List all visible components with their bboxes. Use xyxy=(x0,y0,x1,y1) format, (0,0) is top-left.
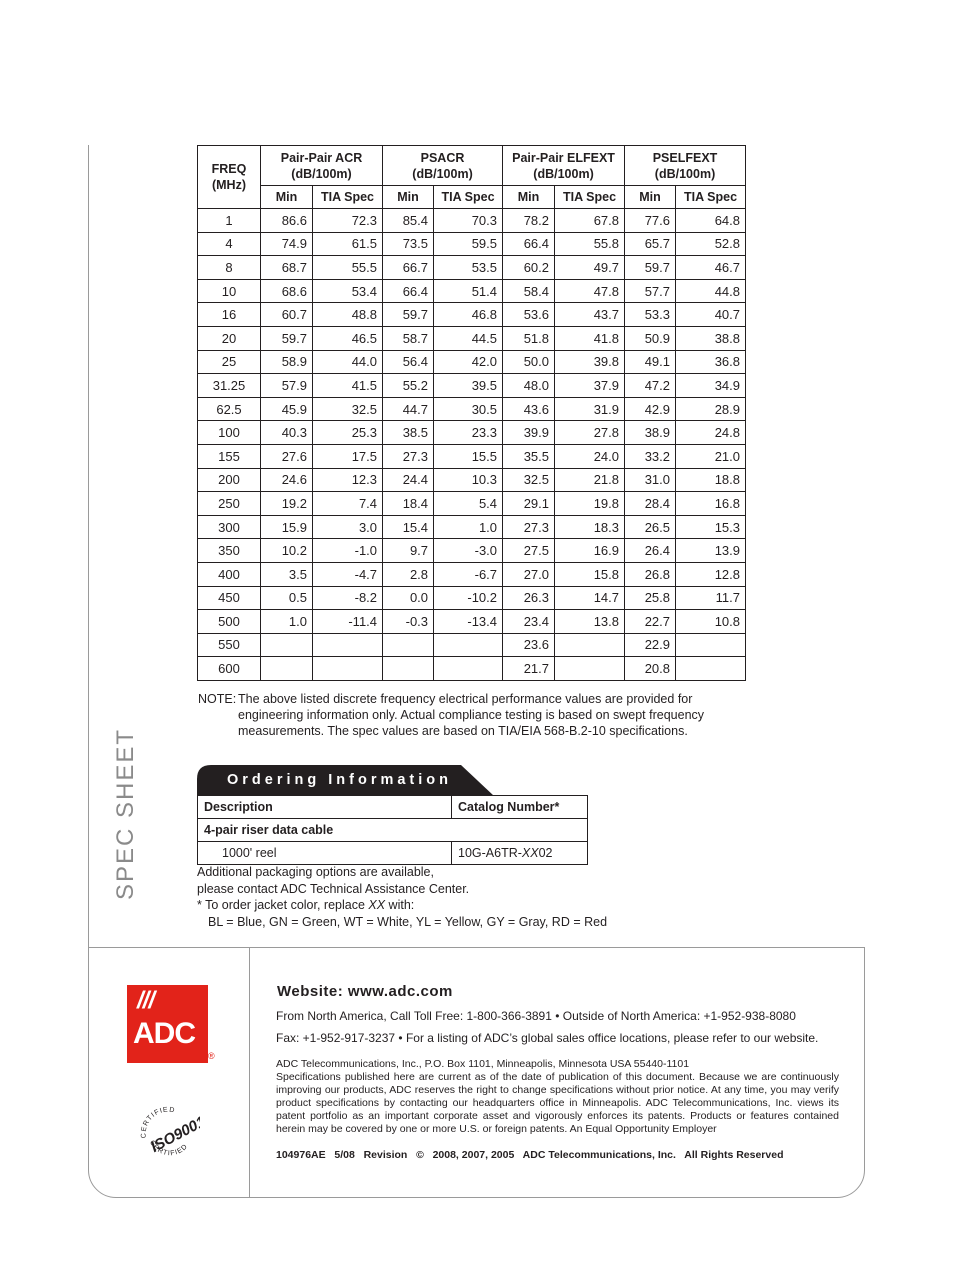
value-cell: 59.7 xyxy=(625,256,676,280)
freq-cell: 31.25 xyxy=(198,374,261,398)
value-cell: 59.7 xyxy=(261,326,313,350)
table-row xyxy=(198,610,746,634)
freq-header-label: FREQ xyxy=(211,162,247,176)
table-row xyxy=(198,444,746,468)
catalog-suffix: 02 xyxy=(538,846,553,860)
catalog-prefix: 10G-A6TR- xyxy=(458,846,522,860)
color-codes: BL = Blue, GN = Green, WT = White, YL = Yellow, GY = Gray, RD = Red xyxy=(208,914,608,929)
value-cell: 49.7 xyxy=(555,256,625,280)
value-cell: 57.7 xyxy=(625,279,676,303)
value-cell: 66.4 xyxy=(503,232,555,256)
disclaimer-text: Specifications published here are current as of the date of publication of this document. Because we are continuously improving our products, ADC reserves the right to change specifications without prior notice. At any time, you may verify product specifications by contacting our headquarters office in Minneapolis. ADC Telecommunications, Inc. views its patent portfolio as an important corporate asset and vigorously enforces its patents. Products or features contained herein may be covered by one or more U.S. or foreign patents. An Equal Opportunity Employer xyxy=(276,1071,839,1135)
value-cell xyxy=(383,633,434,657)
table-row xyxy=(198,397,746,421)
freq-cell: 155 xyxy=(198,444,261,468)
subheader-tia-spec: TIA Spec xyxy=(676,186,746,209)
value-cell: 37.9 xyxy=(555,374,625,398)
iso-text: ISO9001 xyxy=(147,1113,200,1156)
note-text: The above listed discrete frequency electrical performance values are provided for engineering information only. Actual compliance testing is based on swept frequency measurements. The spec values are based on TIA/EIA 568-B.2-10 specifications. xyxy=(238,692,705,738)
subheader-min: Min xyxy=(383,186,434,209)
value-cell: 50.9 xyxy=(625,326,676,350)
table-row xyxy=(198,256,746,280)
value-cell: 31.9 xyxy=(555,397,625,421)
value-cell: 16.9 xyxy=(555,539,625,563)
value-cell: 42.9 xyxy=(625,397,676,421)
value-cell: 21.8 xyxy=(555,468,625,492)
value-cell: 26.8 xyxy=(625,562,676,586)
value-cell xyxy=(434,657,503,681)
freq-header-unit: (MHz) xyxy=(211,178,246,192)
value-cell: 27.0 xyxy=(503,562,555,586)
freq-cell: 20 xyxy=(198,326,261,350)
value-cell: 47.8 xyxy=(555,279,625,303)
table-row xyxy=(198,515,746,539)
table-row xyxy=(198,303,746,327)
value-cell: 31.0 xyxy=(625,468,676,492)
value-cell: 24.6 xyxy=(261,468,313,492)
freq-cell: 500 xyxy=(198,610,261,634)
value-cell: -13.4 xyxy=(434,610,503,634)
value-cell: 20.8 xyxy=(625,657,676,681)
value-cell: 41.5 xyxy=(313,374,383,398)
value-cell: 44.0 xyxy=(313,350,383,374)
value-cell: 60.2 xyxy=(503,256,555,280)
website-heading[interactable]: Website: www.adc.com xyxy=(277,983,453,1000)
value-cell: 7.4 xyxy=(313,492,383,516)
ordering-note-line xyxy=(197,897,607,914)
value-cell: 77.6 xyxy=(625,209,676,233)
group-header-elfext xyxy=(503,146,625,186)
value-cell xyxy=(676,633,746,657)
table-row xyxy=(198,279,746,303)
group-header-acr xyxy=(261,146,383,186)
table-row xyxy=(198,421,746,445)
logo-slashes: /// xyxy=(137,987,155,1014)
group-name: PSELFEXT xyxy=(652,150,718,165)
value-cell: 18.8 xyxy=(676,468,746,492)
freq-cell: 450 xyxy=(198,586,261,610)
value-cell: 53.3 xyxy=(625,303,676,327)
value-cell: 27.8 xyxy=(555,421,625,445)
value-cell: 3.0 xyxy=(313,515,383,539)
note-variable: XX xyxy=(368,898,386,912)
value-cell: -1.0 xyxy=(313,539,383,563)
value-cell: 32.5 xyxy=(313,397,383,421)
freq-cell: 200 xyxy=(198,468,261,492)
value-cell: 9.7 xyxy=(383,539,434,563)
value-cell: 10.2 xyxy=(261,539,313,563)
value-cell: 24.4 xyxy=(383,468,434,492)
value-cell: 46.7 xyxy=(676,256,746,280)
table-row xyxy=(198,209,746,233)
value-cell xyxy=(555,657,625,681)
ordering-information-tab xyxy=(197,765,497,796)
value-cell: 38.8 xyxy=(676,326,746,350)
value-cell: 2.8 xyxy=(383,562,434,586)
value-cell: -10.2 xyxy=(434,586,503,610)
subheader-tia-spec: TIA Spec xyxy=(434,186,503,209)
value-cell: 0.5 xyxy=(261,586,313,610)
freq-cell: 10 xyxy=(198,279,261,303)
freq-cell: 25 xyxy=(198,350,261,374)
note-prefix: * To order jacket color, replace xyxy=(197,898,369,912)
value-cell: 22.7 xyxy=(625,610,676,634)
value-cell: 27.5 xyxy=(503,539,555,563)
value-cell: -0.3 xyxy=(383,610,434,634)
value-cell: -11.4 xyxy=(313,610,383,634)
value-cell: 46.8 xyxy=(434,303,503,327)
value-cell xyxy=(313,633,383,657)
value-cell: 49.1 xyxy=(625,350,676,374)
freq-cell: 8 xyxy=(198,256,261,280)
value-cell: 28.4 xyxy=(625,492,676,516)
value-cell: 61.5 xyxy=(313,232,383,256)
ordering-title: Ordering Information xyxy=(227,772,452,788)
iso9001-seal-icon xyxy=(136,1102,200,1166)
value-cell: 78.2 xyxy=(503,209,555,233)
freq-cell: 62.5 xyxy=(198,397,261,421)
value-cell: 34.9 xyxy=(676,374,746,398)
value-cell: 24.0 xyxy=(555,444,625,468)
freq-cell: 600 xyxy=(198,657,261,681)
value-cell: 21.7 xyxy=(503,657,555,681)
value-cell: 45.9 xyxy=(261,397,313,421)
value-cell: 41.8 xyxy=(555,326,625,350)
value-cell: 19.8 xyxy=(555,492,625,516)
value-cell: 38.5 xyxy=(383,421,434,445)
freq-cell: 250 xyxy=(198,492,261,516)
value-cell: 14.7 xyxy=(555,586,625,610)
ordering-col-catalog: Catalog Number* xyxy=(452,796,588,819)
ordering-note-line: please contact ADC Technical Assistance Center. xyxy=(197,881,470,896)
value-cell: 48.8 xyxy=(313,303,383,327)
group-name: Pair-Pair ELFEXT xyxy=(512,150,615,165)
value-cell: 51.8 xyxy=(503,326,555,350)
value-cell: 59.7 xyxy=(383,303,434,327)
group-name: PSACR xyxy=(420,150,465,165)
revision-line: 104976AE 5/08 Revision © 2008, 2007, 2005 ADC Telecommunications, Inc. All Rights Reserved xyxy=(276,1149,784,1161)
value-cell: 5.4 xyxy=(434,492,503,516)
value-cell: 17.5 xyxy=(313,444,383,468)
value-cell: 64.8 xyxy=(676,209,746,233)
value-cell: 58.4 xyxy=(503,279,555,303)
value-cell: 26.3 xyxy=(503,586,555,610)
freq-cell: 4 xyxy=(198,232,261,256)
ordering-header-row xyxy=(198,796,588,819)
value-cell: 15.4 xyxy=(383,515,434,539)
ordering-section-row xyxy=(198,819,588,842)
value-cell xyxy=(313,657,383,681)
value-cell: 23.4 xyxy=(503,610,555,634)
value-cell: 50.0 xyxy=(503,350,555,374)
freq-cell: 100 xyxy=(198,421,261,445)
value-cell: 40.3 xyxy=(261,421,313,445)
table-row xyxy=(198,586,746,610)
value-cell: 1.0 xyxy=(261,610,313,634)
table-body xyxy=(198,209,746,681)
value-cell: 51.4 xyxy=(434,279,503,303)
value-cell: 47.2 xyxy=(625,374,676,398)
value-cell: 18.4 xyxy=(383,492,434,516)
value-cell: -8.2 xyxy=(313,586,383,610)
value-cell: 43.7 xyxy=(555,303,625,327)
value-cell xyxy=(555,633,625,657)
value-cell: 67.8 xyxy=(555,209,625,233)
value-cell: 57.9 xyxy=(261,374,313,398)
iso-certified-top: CERTIFIED xyxy=(140,1106,176,1139)
side-label: SPEC SHEET xyxy=(112,727,139,900)
value-cell xyxy=(261,633,313,657)
value-cell: 60.7 xyxy=(261,303,313,327)
value-cell: 58.9 xyxy=(261,350,313,374)
value-cell: 70.3 xyxy=(434,209,503,233)
value-cell: 27.3 xyxy=(383,444,434,468)
value-cell: 25.8 xyxy=(625,586,676,610)
value-cell: 35.5 xyxy=(503,444,555,468)
freq-cell: 1 xyxy=(198,209,261,233)
value-cell: 0.0 xyxy=(383,586,434,610)
value-cell: 44.7 xyxy=(383,397,434,421)
ordering-section-label: 4-pair riser data cable xyxy=(198,819,588,842)
value-cell: 72.3 xyxy=(313,209,383,233)
value-cell: 13.9 xyxy=(676,539,746,563)
value-cell: 53.5 xyxy=(434,256,503,280)
table-row xyxy=(198,657,746,681)
value-cell: 53.6 xyxy=(503,303,555,327)
value-cell: 15.3 xyxy=(676,515,746,539)
value-cell: 44.8 xyxy=(676,279,746,303)
value-cell: 11.7 xyxy=(676,586,746,610)
group-unit: (dB/100m) xyxy=(291,166,352,181)
adc-logo xyxy=(127,985,208,1063)
value-cell: 44.5 xyxy=(434,326,503,350)
ordering-item-description: 1000' reel xyxy=(198,842,452,865)
value-cell: 26.5 xyxy=(625,515,676,539)
value-cell: 3.5 xyxy=(261,562,313,586)
table-row xyxy=(198,232,746,256)
value-cell: 12.3 xyxy=(313,468,383,492)
fax-line: Fax: +1-952-917-3237 • For a listing of ADC’s global sales office locations, please refer to our website. xyxy=(276,1031,819,1045)
left-margin-rule xyxy=(88,145,89,948)
value-cell: 40.7 xyxy=(676,303,746,327)
group-unit: (dB/100m) xyxy=(412,166,473,181)
ordering-note-line: Additional packaging options are available, xyxy=(197,865,434,879)
group-header-psacr xyxy=(383,146,503,186)
note-suffix: with: xyxy=(385,898,415,912)
value-cell: 74.9 xyxy=(261,232,313,256)
company-address: ADC Telecommunications, Inc., P.O. Box 1101, Minneapolis, Minnesota USA 55440-1101 xyxy=(276,1058,690,1070)
ordering-table xyxy=(197,795,588,865)
value-cell: 12.8 xyxy=(676,562,746,586)
value-cell: 68.7 xyxy=(261,256,313,280)
value-cell: 15.8 xyxy=(555,562,625,586)
value-cell: 23.6 xyxy=(503,633,555,657)
value-cell: 25.3 xyxy=(313,421,383,445)
value-cell: 10.3 xyxy=(434,468,503,492)
table-header-row xyxy=(198,146,746,186)
table-row xyxy=(198,326,746,350)
value-cell: 48.0 xyxy=(503,374,555,398)
ordering-notes xyxy=(197,864,607,930)
value-cell: 22.9 xyxy=(625,633,676,657)
value-cell: 68.6 xyxy=(261,279,313,303)
value-cell: 27.6 xyxy=(261,444,313,468)
value-cell: 43.6 xyxy=(503,397,555,421)
value-cell xyxy=(261,657,313,681)
freq-cell: 550 xyxy=(198,633,261,657)
value-cell: -6.7 xyxy=(434,562,503,586)
value-cell: 16.8 xyxy=(676,492,746,516)
freq-cell: 16 xyxy=(198,303,261,327)
value-cell: 73.5 xyxy=(383,232,434,256)
value-cell: 39.5 xyxy=(434,374,503,398)
footer-divider xyxy=(249,948,250,1198)
value-cell: 59.5 xyxy=(434,232,503,256)
value-cell: 13.8 xyxy=(555,610,625,634)
note-label: NOTE: xyxy=(198,692,237,706)
value-cell: 58.7 xyxy=(383,326,434,350)
freq-header xyxy=(198,146,261,209)
group-name: Pair-Pair ACR xyxy=(280,150,363,165)
value-cell: 53.4 xyxy=(313,279,383,303)
value-cell: 33.2 xyxy=(625,444,676,468)
value-cell: 66.7 xyxy=(383,256,434,280)
value-cell: 55.8 xyxy=(555,232,625,256)
table-row xyxy=(198,562,746,586)
value-cell: 27.3 xyxy=(503,515,555,539)
iso-seal-graphic xyxy=(136,1102,200,1166)
freq-cell: 350 xyxy=(198,539,261,563)
table-note xyxy=(198,691,758,739)
value-cell: 56.4 xyxy=(383,350,434,374)
value-cell: 86.6 xyxy=(261,209,313,233)
value-cell: -3.0 xyxy=(434,539,503,563)
value-cell: -4.7 xyxy=(313,562,383,586)
catalog-variable: XX xyxy=(521,846,539,860)
ordering-col-description: Description xyxy=(198,796,452,819)
table-row xyxy=(198,633,746,657)
table-row xyxy=(198,374,746,398)
table-row xyxy=(198,350,746,374)
table-subheader-row xyxy=(198,186,746,209)
performance-table xyxy=(197,145,746,681)
value-cell: 66.4 xyxy=(383,279,434,303)
freq-cell: 300 xyxy=(198,515,261,539)
table-row xyxy=(198,492,746,516)
group-unit: (dB/100m) xyxy=(533,166,594,181)
subheader-min: Min xyxy=(503,186,555,209)
value-cell: 39.9 xyxy=(503,421,555,445)
value-cell: 1.0 xyxy=(434,515,503,539)
value-cell: 23.3 xyxy=(434,421,503,445)
value-cell xyxy=(383,657,434,681)
value-cell: 46.5 xyxy=(313,326,383,350)
value-cell: 21.0 xyxy=(676,444,746,468)
table-row xyxy=(198,468,746,492)
value-cell: 36.8 xyxy=(676,350,746,374)
value-cell: 10.8 xyxy=(676,610,746,634)
ordering-item-catalog xyxy=(452,842,588,865)
subheader-tia-spec: TIA Spec xyxy=(313,186,383,209)
subheader-min: Min xyxy=(261,186,313,209)
subheader-tia-spec: TIA Spec xyxy=(555,186,625,209)
value-cell: 30.5 xyxy=(434,397,503,421)
value-cell: 15.5 xyxy=(434,444,503,468)
value-cell: 32.5 xyxy=(503,468,555,492)
table-row xyxy=(198,539,746,563)
value-cell: 28.9 xyxy=(676,397,746,421)
value-cell: 19.2 xyxy=(261,492,313,516)
value-cell: 38.9 xyxy=(625,421,676,445)
value-cell: 24.8 xyxy=(676,421,746,445)
value-cell: 55.5 xyxy=(313,256,383,280)
group-header-pselfext xyxy=(625,146,746,186)
group-unit: (dB/100m) xyxy=(654,166,716,181)
value-cell: 29.1 xyxy=(503,492,555,516)
phone-line: From North America, Call Toll Free: 1-800-366-3891 • Outside of North America: +1-952-938-8080 xyxy=(276,1009,796,1023)
freq-cell: 400 xyxy=(198,562,261,586)
value-cell: 42.0 xyxy=(434,350,503,374)
value-cell: 65.7 xyxy=(625,232,676,256)
value-cell: 18.3 xyxy=(555,515,625,539)
registered-mark: ® xyxy=(208,1051,215,1061)
value-cell: 39.8 xyxy=(555,350,625,374)
value-cell: 26.4 xyxy=(625,539,676,563)
value-cell: 85.4 xyxy=(383,209,434,233)
value-cell: 52.8 xyxy=(676,232,746,256)
logo-text: ADC xyxy=(133,1017,195,1050)
iso-certified-bottom: CERTIFIED xyxy=(148,1139,190,1158)
value-cell xyxy=(676,657,746,681)
value-cell: 15.9 xyxy=(261,515,313,539)
value-cell: 55.2 xyxy=(383,374,434,398)
ordering-item-row xyxy=(198,842,588,865)
subheader-min: Min xyxy=(625,186,676,209)
value-cell xyxy=(434,633,503,657)
